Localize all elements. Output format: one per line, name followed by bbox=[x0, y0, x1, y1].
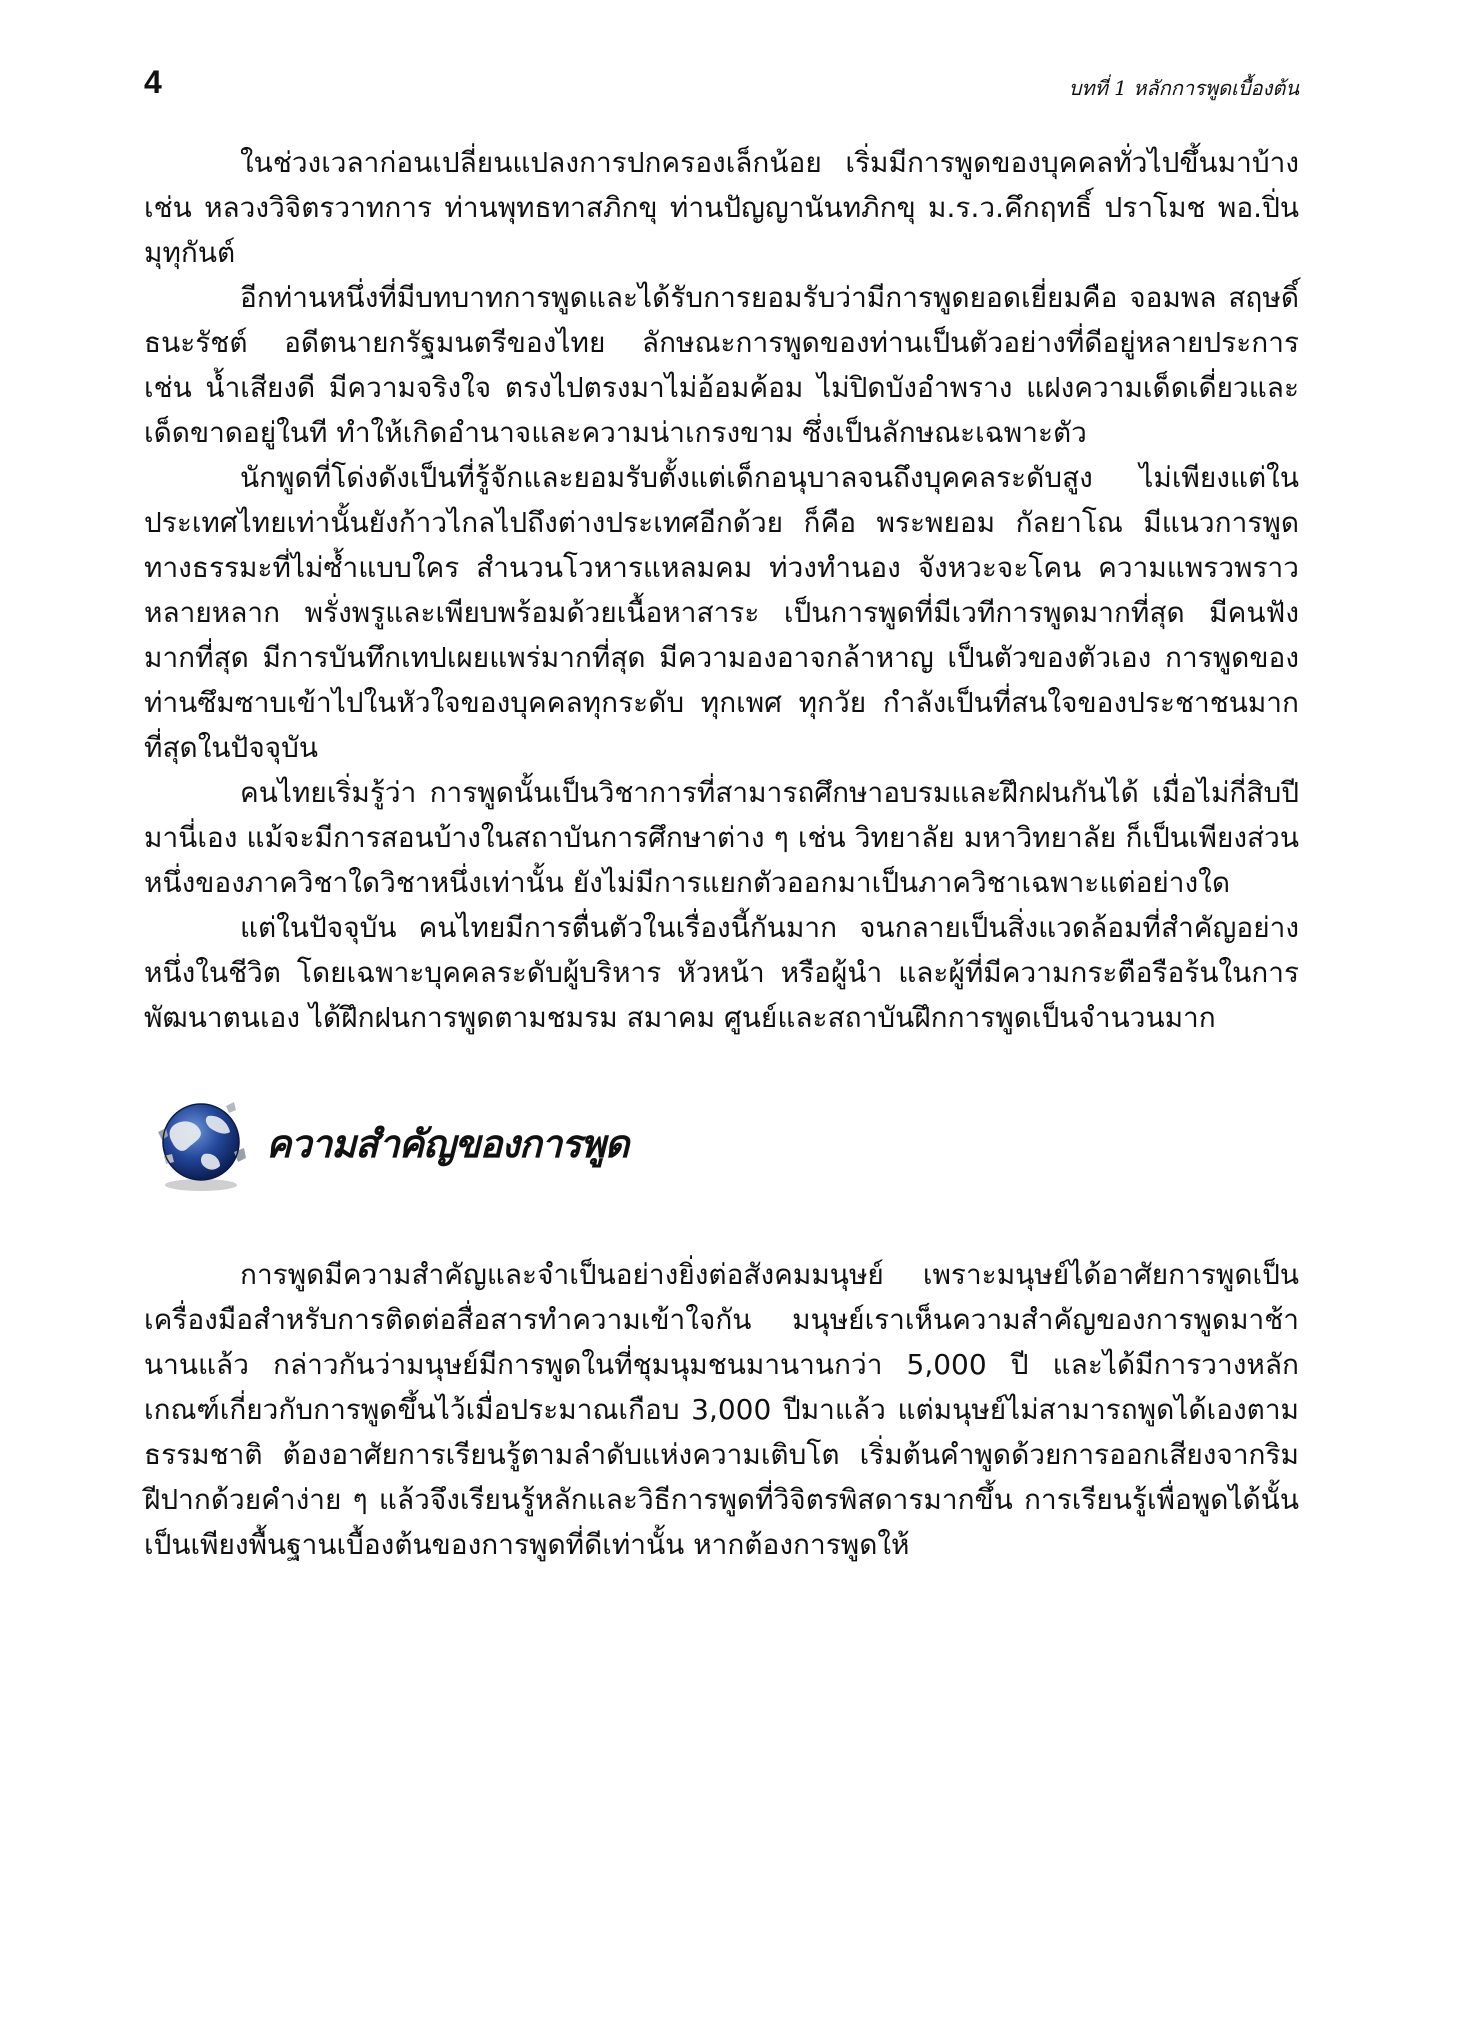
running-head: บทที่ 1 หลักการพูดเบื้องต้น bbox=[1068, 76, 1299, 100]
paragraph: คนไทยเริ่มรู้ว่า การพูดนั้นเป็นวิชาการที่สามารถศึกษาอบรมและฝึกฝนกันได้ เมื่อไม่กี่สิบปีมานี่เอง แม้จะมีการสอนบ้างในสถาบันการศึกษาต่าง ๆ เช่น วิทยาลัย มหาวิทยาลัย ก็เป็นเพียงส่วนหนึ่งของภาควิชาใดวิชาหนึ่งเท่านั้น ยังไม่มีการแยกตัวออกมาเป็นภาควิชาเฉพาะแต่อย่างใด bbox=[144, 776, 1299, 899]
globe-icon bbox=[144, 1092, 254, 1194]
section-heading bbox=[144, 1092, 1299, 1194]
paragraph: นักพูดที่โด่งดังเป็นที่รู้จักและยอมรับตั้งแต่เด็กอนุบาลจนถึงบุคคลระดับสูง ไม่เพียงแต่ในประเทศไทยเท่านั้นยังก้าวไกลไปถึงต่างประเทศอีกด้วย ก็คือ พระพยอม กัลยาโณ มีแนวการพูดทางธรรมะที่ไม่ซ้ำแบบใคร สำนวนโวหารแหลมคม ท่วงทำนอง จังหวะจะโคน ความแพรวพราวหลายหลาก พรั่งพรูและเพียบพร้อมด้วยเนื้อหาสาระ เป็นการพูดที่มีเวทีการพูดมากที่สุด มีคนฟังมากที่สุด มีการบันทึกเทปเผยแพร่มากที่สุด มีความองอาจกล้าหาญ เป็นตัวของตัวเอง การพูดของท่านซึมซาบเข้าไปในหัวใจของบุคคลทุกระดับ ทุกเพศ ทุกวัย กำลังเป็นที่สนใจของประชาชนมากที่สุดในปัจจุบัน bbox=[144, 461, 1299, 764]
page-body bbox=[144, 140, 1299, 1567]
paragraph: อีกท่านหนึ่งที่มีบทบาทการพูดและได้รับการยอมรับว่ามีการพูดยอดเยี่ยมคือ จอมพล สฤษดิ์ ธนะรัชต์ อดีตนายกรัฐมนตรีของไทย ลักษณะการพูดของท่านเป็นตัวอย่างที่ดีอยู่หลายประการ เช่น น้ำเสียงดี มีความจริงใจ ตรงไปตรงมาไม่อ้อมค้อม ไม่ปิดบังอำพราง แฝงความเด็ดเดี่ยวและเด็ดขาดอยู่ในที ทำให้เกิดอำนาจและความน่าเกรงขาม ซึ่งเป็นลักษณะเฉพาะตัว bbox=[144, 281, 1299, 449]
page-header bbox=[144, 64, 1299, 112]
paragraph: ในช่วงเวลาก่อนเปลี่ยนแปลงการปกครองเล็กน้อย เริ่มมีการพูดของบุคคลทั่วไปขึ้นมาบ้าง เช่น หลวงวิจิตรวาทการ ท่านพุทธทาสภิกขุ ท่านปัญญานันทภิกขุ ม.ร.ว.คึกฤทธิ์ ปราโมช พอ.ปิ่น มุทุกันต์ bbox=[144, 146, 1299, 269]
section-title: ความสำคัญของการพูด bbox=[266, 1121, 629, 1166]
page-number: 4 bbox=[144, 64, 162, 100]
paragraph: แต่ในปัจจุบัน คนไทยมีการตื่นตัวในเรื่องนี้กันมาก จนกลายเป็นสิ่งแวดล้อมที่สำคัญอย่างหนึ่งในชีวิต โดยเฉพาะบุคคลระดับผู้บริหาร หัวหน้า หรือผู้นำ และผู้ที่มีความกระตือรือร้นในการพัฒนาตนเอง ได้ฝึกฝนการพูดตามชมรม สมาคม ศูนย์และสถาบันฝึกการพูดเป็นจำนวนมาก bbox=[144, 911, 1299, 1034]
paragraph: การพูดมีความสำคัญและจำเป็นอย่างยิ่งต่อสังคมมนุษย์ เพราะมนุษย์ได้อาศัยการพูดเป็นเครื่องมือสำหรับการติดต่อสื่อสารทำความเข้าใจกัน มนุษย์เราเห็นความสำคัญของการพูดมาช้านานแล้ว กล่าวกันว่ามนุษย์มีการพูดในที่ชุมนุมชนมานานกว่า 5,000 ปี และได้มีการวางหลักเกณฑ์เกี่ยวกับการพูดขึ้นไว้เมื่อประมาณเกือบ 3,000 ปีมาแล้ว แต่มนุษย์ไม่สามารถพูดได้เองตามธรรมชาติ ต้องอาศัยการเรียนรู้ตามลำดับแห่งความเติบโต เริ่มต้นคำพูดด้วยการออกเสียงจากริมฝีปากด้วยคำง่าย ๆ แล้วจึงเรียนรู้หลักและวิธีการพูดที่วิจิตรพิสดารมากขึ้น การเรียนรู้เพื่อพูดได้นั้นเป็นเพียงพื้นฐานเบื้องต้นของการพูดที่ดีเท่านั้น หากต้องการพูดให้ bbox=[144, 1258, 1299, 1561]
